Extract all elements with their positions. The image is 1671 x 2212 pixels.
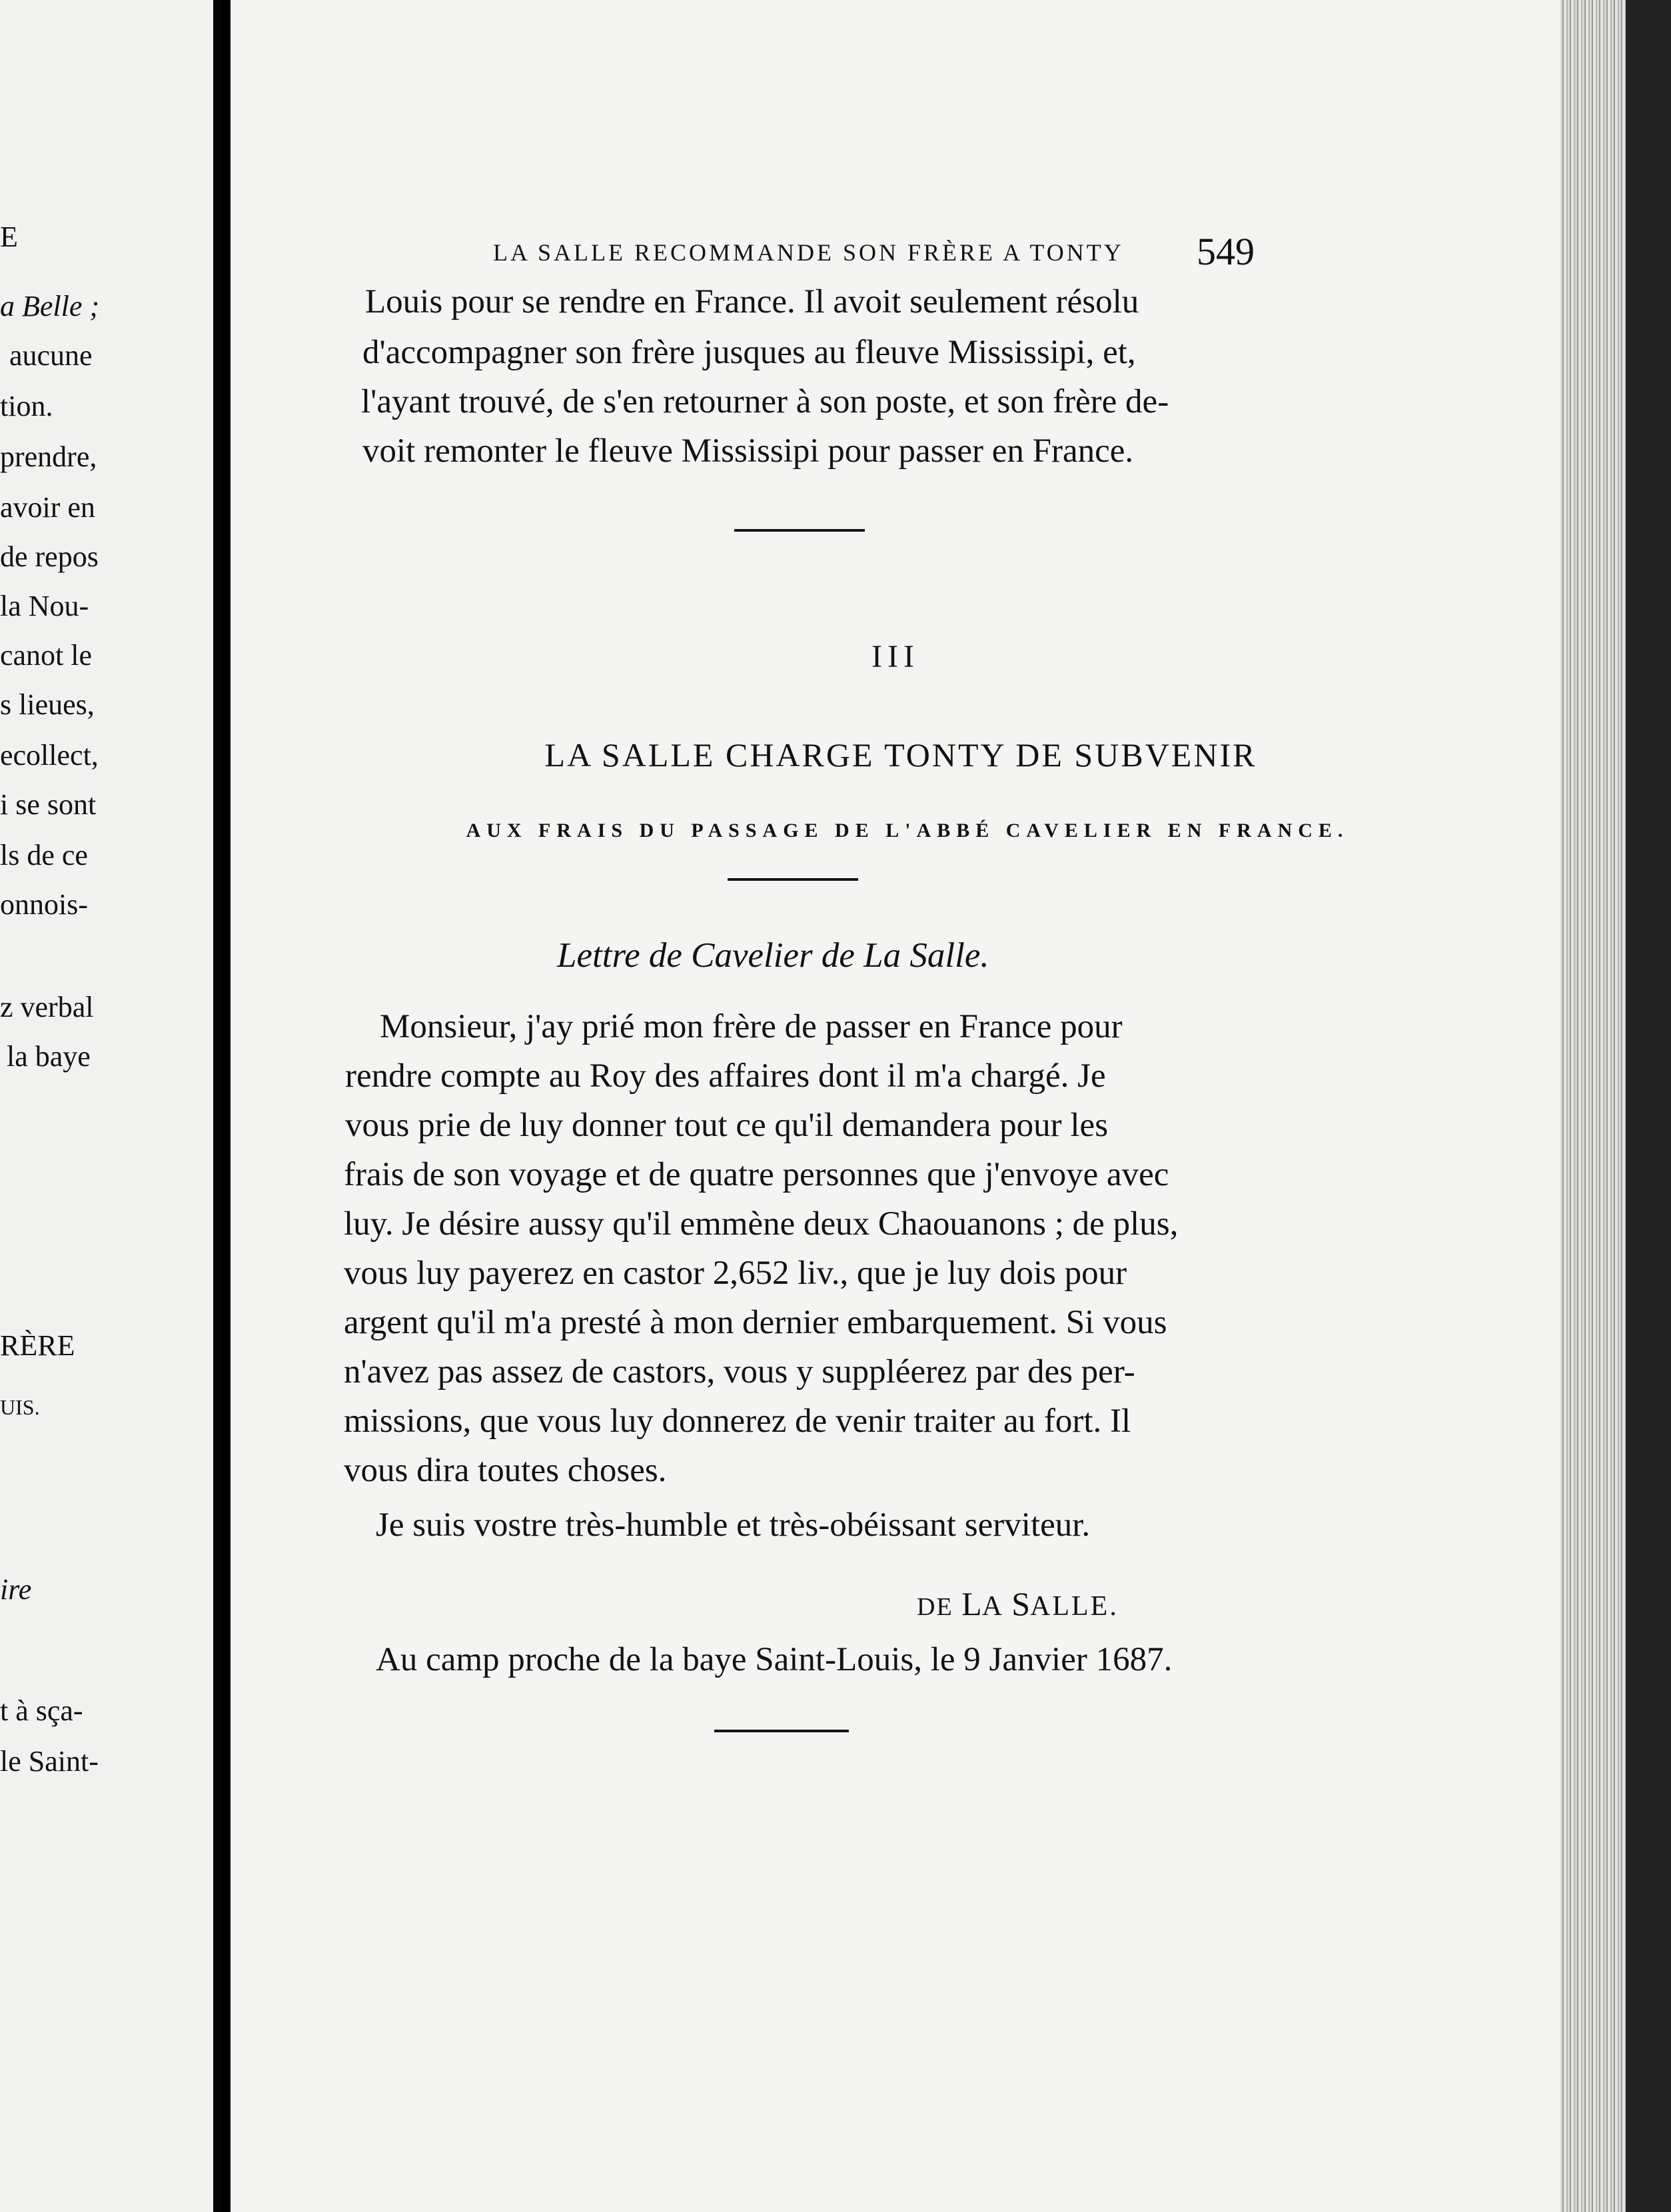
text-line: d'accompagner son frère jusques au fleuve Mississipi, et, [362, 334, 1136, 371]
running-head: LA SALLE RECOMMANDE SON FRÈRE A TONTY [493, 239, 1124, 266]
left-text-line: a Belle ; [0, 290, 100, 322]
signature-rest: A [981, 1591, 1012, 1622]
left-text-line: s lieues, [0, 688, 95, 721]
heading-rule [728, 878, 858, 881]
text-line: Monsieur, j'ay prié mon frère de passer en France pour [380, 1008, 1123, 1045]
left-text-line: ls de ce [0, 839, 88, 871]
left-text-line: aucune [9, 339, 93, 372]
gutter-shadow [221, 0, 231, 2212]
text-line: luy. Je désire aussy qu'il emmène deux Chaouanons ; de plus, [344, 1205, 1179, 1243]
closing-rule [714, 1730, 849, 1732]
place-date: Au camp proche de la baye Saint-Louis, le 9 Janvier 1687. [376, 1641, 1173, 1678]
signature-initial-2: S [1011, 1585, 1031, 1622]
text-line: l'ayant trouvé, de s'en retourner à son poste, et son frère de- [361, 383, 1169, 420]
left-text-line: de repos [0, 540, 99, 573]
left-text-line: RÈRE [0, 1329, 75, 1362]
left-text-line: E [0, 221, 18, 253]
text-line: vous prie de luy donner tout ce qu'il demandera pour les [345, 1107, 1109, 1144]
left-text-line: prendre, [0, 440, 97, 473]
text-line: missions, que vous luy donnerez de venir traiter au fort. Il [344, 1402, 1131, 1440]
letter-heading: Lettre de Cavelier de La Salle. [557, 936, 989, 975]
left-text-line: ire [0, 1573, 32, 1606]
left-text-line: z verbal [0, 991, 94, 1023]
signature [917, 1584, 1119, 1623]
text-line: rendre compte au Roy des affaires dont il m'a chargé. Je [345, 1057, 1106, 1095]
book-edge-shadow [1626, 0, 1671, 2212]
signature-initial: L [961, 1585, 982, 1622]
text-line: vous luy payerez en castor 2,652 liv., que je luy dois pour [344, 1255, 1127, 1292]
left-page-fragment [0, 0, 213, 2212]
section-title: LA SALLE CHARGE TONTY DE SUBVENIR [544, 736, 1257, 774]
left-text-line: i se sont [0, 788, 97, 821]
section-rule [734, 529, 865, 532]
closing-line: Je suis vostre très-humble et très-obéissant serviteur. [376, 1506, 1091, 1544]
text-line: frais de son voyage et de quatre personnes que j'envoye avec [344, 1156, 1169, 1193]
text-line: n'avez pas assez de castors, vous y suppléerez par des per- [344, 1353, 1135, 1390]
left-text-line: onnois- [0, 888, 88, 921]
right-page [231, 0, 1560, 2212]
left-text-line: UIS. [0, 1395, 40, 1419]
text-line: Louis pour se rendre en France. Il avoit seulement résolu [365, 283, 1139, 320]
left-text-line: canot le [0, 639, 93, 672]
left-text-line: la Nou- [0, 590, 89, 622]
left-text-line: le Saint- [0, 1745, 99, 1778]
section-subtitle: AUX FRAIS DU PASSAGE DE L'ABBÉ CAVELIER EN FRANCE. [466, 820, 1349, 841]
text-line: vous dira toutes choses. [344, 1452, 667, 1489]
signature-prefix: DE [917, 1593, 953, 1621]
left-text-line: avoir en [0, 491, 95, 524]
text-line: voit remonter le fleuve Mississipi pour passer en France. [362, 432, 1134, 470]
left-text-line: la baye [7, 1040, 91, 1073]
section-number: III [871, 639, 919, 674]
left-text-line: tion. [0, 390, 53, 422]
signature-rest-2: ALLE. [1030, 1591, 1119, 1622]
left-text-line: t à sça- [0, 1694, 83, 1727]
page-number: 549 [1197, 230, 1255, 273]
text-line: argent qu'il m'a presté à mon dernier embarquement. Si vous [344, 1304, 1167, 1341]
left-text-line: ecollect, [0, 739, 99, 772]
